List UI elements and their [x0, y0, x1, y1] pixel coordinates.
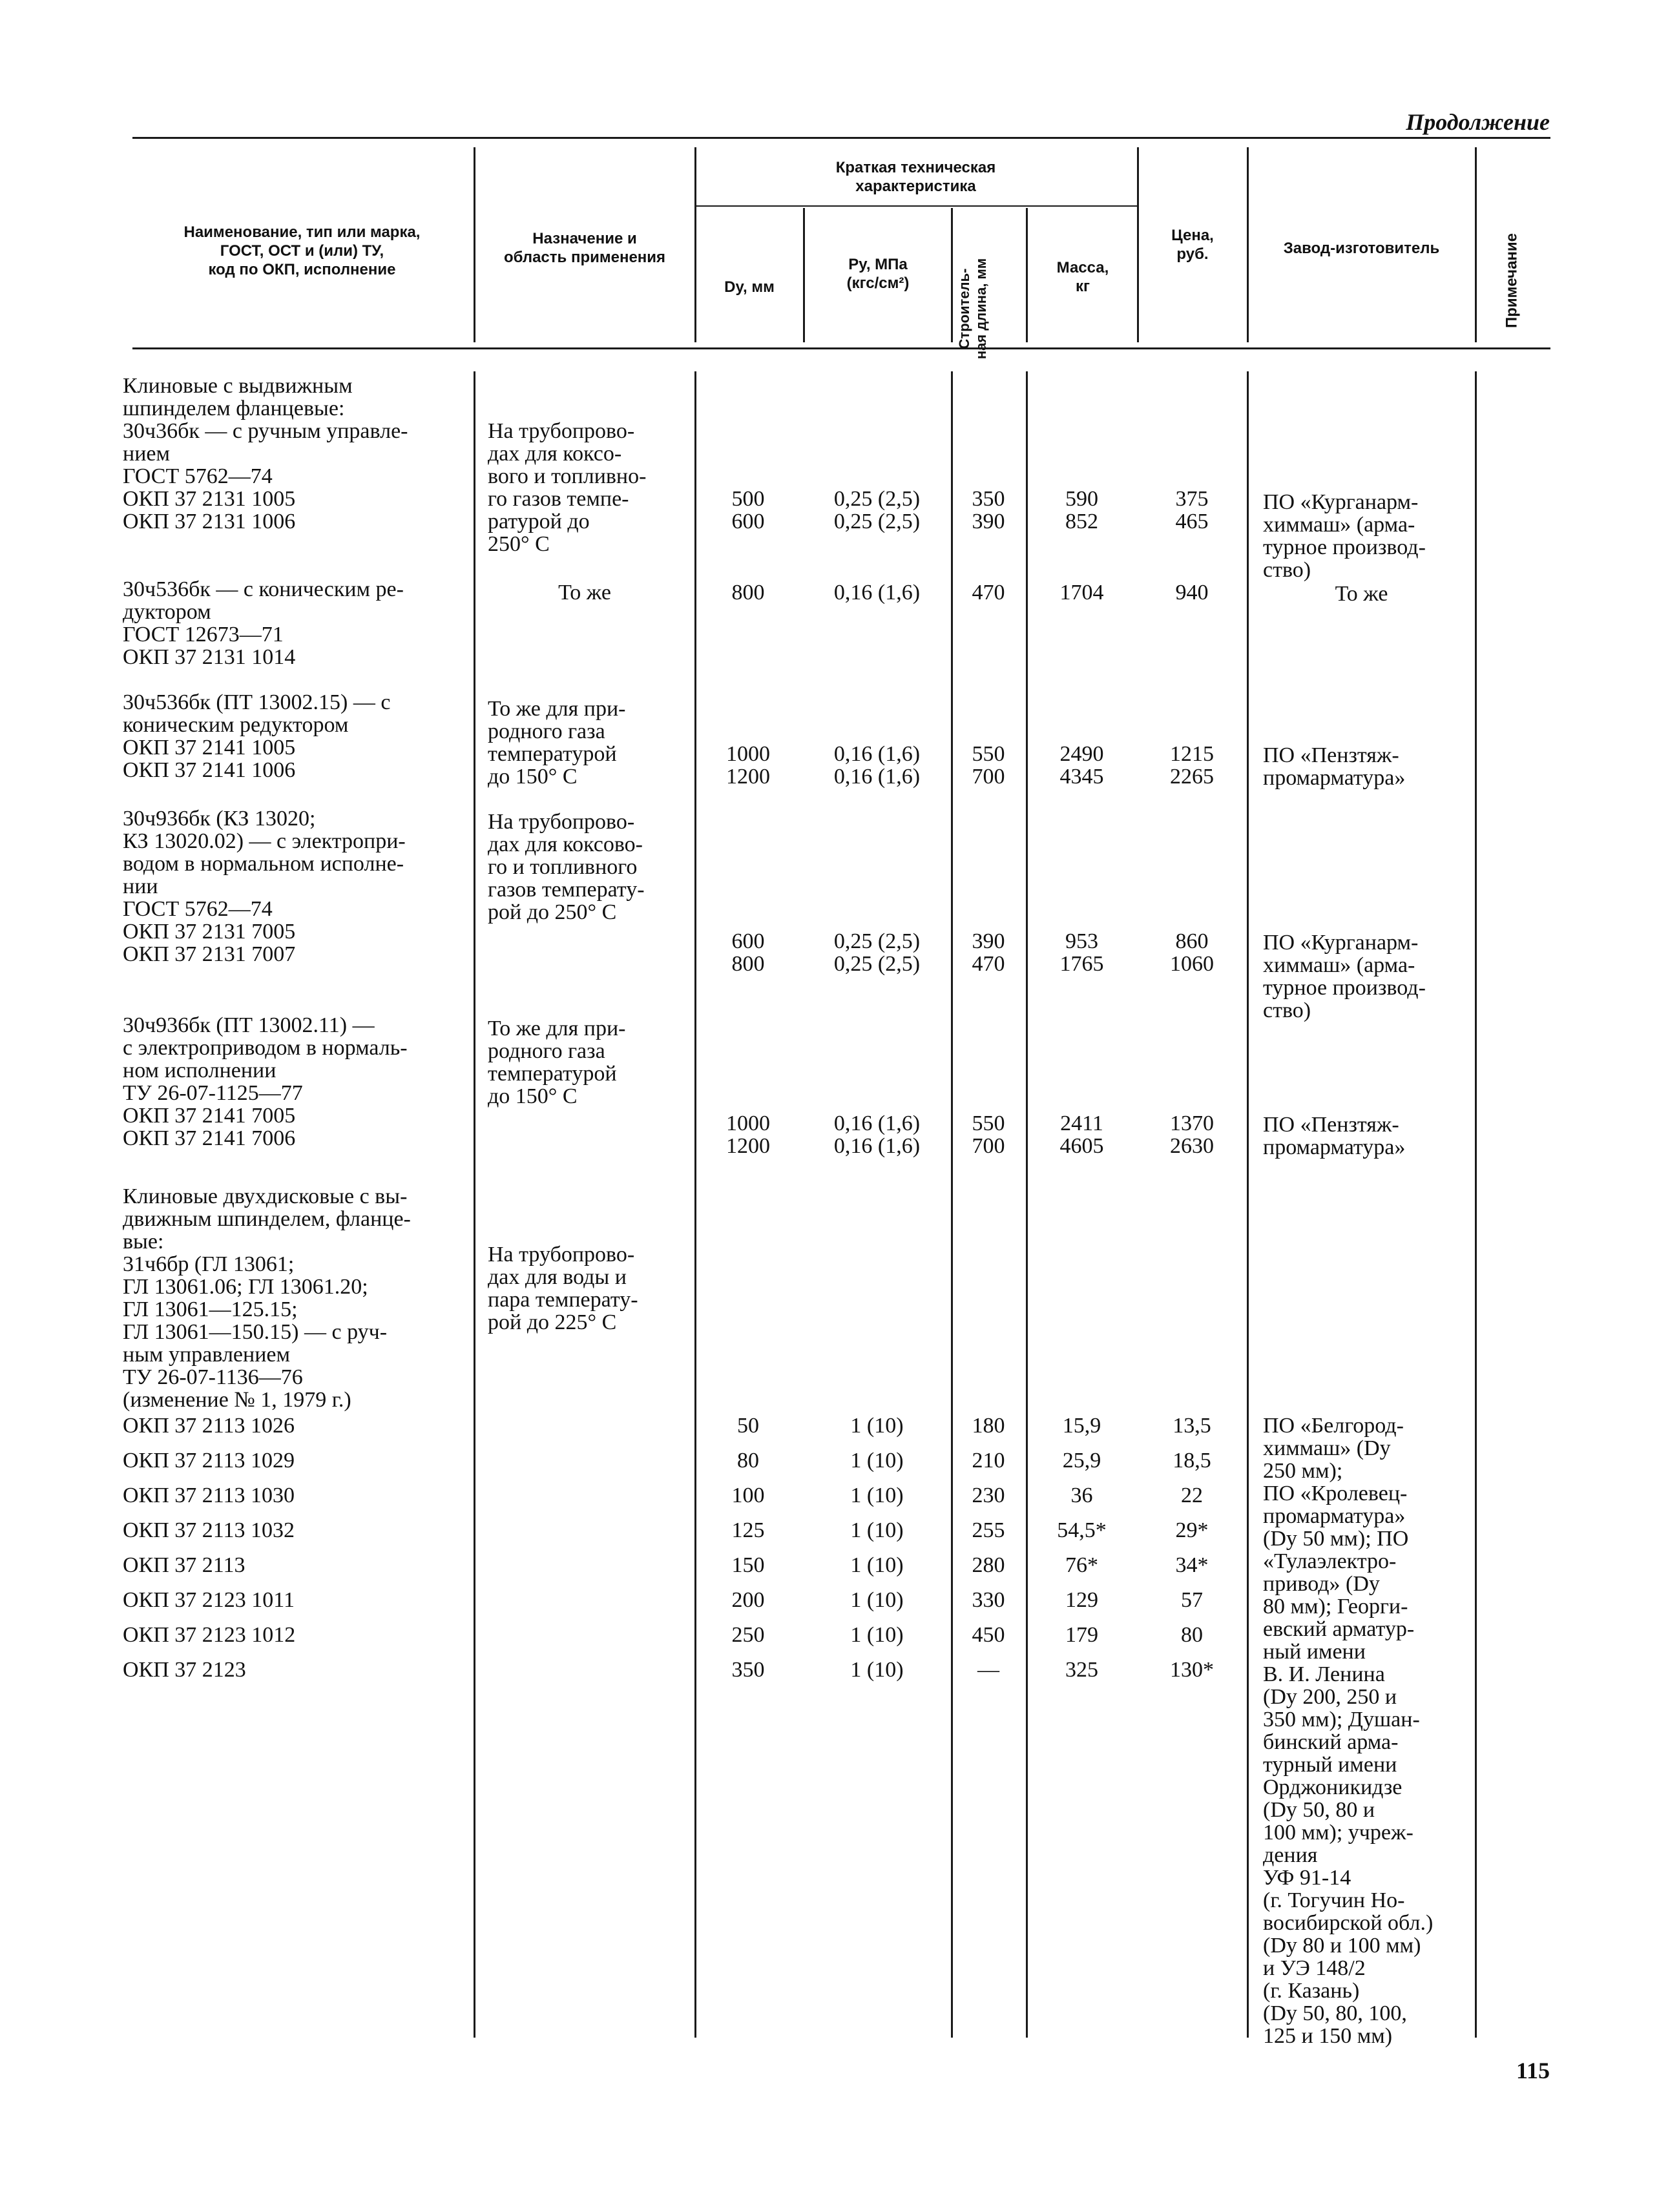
cell-dy: 800	[731, 581, 765, 605]
col-header-purpose: Назначение и область применения	[503, 230, 666, 266]
cell-price: 860 1060	[1170, 929, 1214, 976]
col-header-mass: Масса, кг	[1056, 259, 1109, 295]
cell-dy: 80	[737, 1449, 759, 1473]
item-name: 30ч536бк — с коническим ре- дуктором ГОСТ 12673—71 ОКП 37 2131 1014	[123, 577, 404, 669]
cell-py: 0,25 (2,5) 0,25 (2,5)	[833, 487, 921, 533]
col-divider	[803, 208, 805, 342]
continuation-label: Продолжение	[1406, 109, 1550, 135]
item-purpose: То же	[558, 581, 611, 605]
cell-price: 940	[1175, 581, 1209, 605]
col-divider	[1026, 208, 1028, 342]
cell-mass: 2411 4605	[1059, 1111, 1104, 1158]
cell-py: 1 (10)	[850, 1483, 904, 1507]
col-divider	[951, 371, 953, 2038]
cell-length: 550 700	[972, 1111, 1005, 1158]
item-name: Клиновые двухдисковые с вы- движным шпинделем, фланце- вые: 31ч6бр (ГЛ 13061; ГЛ 13061.06; ГЛ 13061.20; ГЛ 13061—125.15; ГЛ 13061—150.15) — с руч- ным управлением ТУ 26-07-1136—76 (изменение № 1, 1979 г.)	[123, 1184, 411, 1412]
cell-py: 0,16 (1,6) 0,16 (1,6)	[833, 1111, 921, 1158]
cell-mass: 129	[1065, 1588, 1098, 1612]
cell-okp: ОКП 37 2113 1026	[123, 1414, 295, 1438]
item-purpose: На трубопрово- дах для коксо- вого и топливно- го газов темпе- ратурой до 250° С	[488, 419, 647, 556]
cell-okp: ОКП 37 2113 1032	[123, 1518, 295, 1542]
cell-price: 375 465	[1175, 487, 1209, 533]
cell-okp: ОКП 37 2123	[123, 1658, 246, 1682]
cell-length: 390 470	[972, 929, 1005, 976]
cell-price: 13,5	[1173, 1414, 1211, 1438]
cell-manufacturer: ПО «Пензтяж- промарматура»	[1263, 743, 1406, 790]
cell-mass: 179	[1065, 1623, 1098, 1647]
cell-dy: 100	[731, 1483, 765, 1507]
cell-manufacturer: ПО «Курганарм- химмаш» (арма- турное производ- ство)	[1263, 931, 1426, 1022]
cell-okp: ОКП 37 2113 1030	[123, 1483, 295, 1507]
item-name: Клиновые с выдвижным шпинделем фланцевые: 30ч36бк — с ручным управле- нием ГОСТ 5762—74 ОКП 37 2131 1005 ОКП 37 2131 1006	[123, 374, 408, 533]
cell-mass: 590 852	[1065, 487, 1098, 533]
tech-subheader-rule	[694, 205, 1137, 207]
item-purpose: На трубопрово- дах для воды и пара температу- рой до 225° С	[488, 1243, 638, 1334]
cell-okp: ОКП 37 2113	[123, 1553, 245, 1577]
cell-py: 1 (10)	[850, 1553, 904, 1577]
cell-mass: 1704	[1059, 581, 1104, 605]
cell-price: 34*	[1175, 1553, 1209, 1577]
cell-length: 330	[972, 1588, 1005, 1612]
col-divider	[474, 371, 475, 2038]
cell-mass: 953 1765	[1059, 929, 1104, 976]
col-header-length: Строитель- ная длина, мм	[956, 258, 989, 360]
col-divider	[1026, 371, 1028, 2038]
col-header-manufacturer: Завод-изготовитель	[1283, 240, 1440, 257]
cell-mass: 76*	[1065, 1553, 1098, 1577]
item-purpose: То же для при- родного газа температурой до 150° С	[488, 1017, 626, 1108]
cell-py: 1 (10)	[850, 1588, 904, 1612]
item-name: 30ч936бк (КЗ 13020; КЗ 13020.02) — с электропри- водом в нормальном исполне- нии ГОСТ 5762—74 ОКП 37 2131 7005 ОКП 37 2131 7007	[123, 807, 406, 966]
cell-py: 1 (10)	[850, 1414, 904, 1438]
cell-okp: ОКП 37 2123 1012	[123, 1623, 296, 1647]
cell-manufacturer: То же	[1335, 582, 1388, 606]
cell-length: 550 700	[972, 742, 1005, 789]
cell-dy: 500 600	[731, 487, 765, 533]
cell-mass: 54,5*	[1057, 1518, 1107, 1542]
col-divider	[1475, 371, 1477, 2038]
cell-py: 1 (10)	[850, 1658, 904, 1682]
cell-mass: 25,9	[1062, 1449, 1101, 1473]
cell-manufacturer: ПО «Курганарм- химмаш» (арма- турное производ- ство)	[1263, 490, 1426, 582]
col-divider	[1137, 147, 1139, 342]
item-purpose: На трубопрово- дах для коксово- го и топливного газов температу- рой до 250° С	[488, 810, 645, 924]
cell-length: 280	[972, 1553, 1005, 1577]
col-header-note: Примечание	[1503, 233, 1521, 329]
cell-length: 210	[972, 1449, 1005, 1473]
cell-mass: 36	[1070, 1483, 1093, 1507]
cell-price: 22	[1181, 1483, 1203, 1507]
col-divider	[694, 371, 696, 2038]
col-divider	[951, 208, 953, 342]
cell-price: 1215 2265	[1170, 742, 1214, 789]
cell-length: 470	[972, 581, 1005, 605]
col-header-tech: Краткая техническая характеристика	[835, 159, 996, 195]
cell-length: 450	[972, 1623, 1005, 1647]
cell-mass: 2490 4345	[1059, 742, 1104, 789]
col-header-py: Py, МПа (кгс/см²)	[846, 256, 910, 292]
cell-dy: 250	[731, 1623, 765, 1647]
cell-manufacturer: ПО «Пензтяж- промарматура»	[1263, 1113, 1406, 1159]
cell-py: 0,25 (2,5) 0,25 (2,5)	[833, 929, 921, 976]
cell-length: 350 390	[972, 487, 1005, 533]
cell-dy: 600 800	[731, 929, 765, 976]
cell-py: 0,16 (1,6) 0,16 (1,6)	[833, 742, 921, 789]
cell-length: 255	[972, 1518, 1005, 1542]
cell-dy: 350	[731, 1658, 765, 1682]
item-name: 30ч536бк (ПТ 13002.15) — с коническим редуктором ОКП 37 2141 1005 ОКП 37 2141 1006	[123, 690, 391, 782]
cell-py: 1 (10)	[850, 1449, 904, 1473]
col-divider	[1247, 371, 1249, 2038]
cell-manufacturer: ПО «Белгород- химмаш» (Dy 250 мм); ПО «Кролевец- промарматура» (Dy 50 мм); ПО «Тулаэлектро- привод» (Dy 80 мм); Георги- евский арматур- ный имени В. И. Ленина (Dy 200, 250 и 350 мм); Душан- бинский арма- турный имени Орджоникидзе (Dy 50, 80 и 100 мм); учреж- дения УФ 91-14 (г. Тогучин Но- восибирской обл.) (Dy 80 и 100 мм) и УЭ 148/2 (г. Казань) (Dy 50, 80, 100, 125 и 150 мм)	[1263, 1414, 1434, 2048]
col-divider	[1247, 147, 1249, 342]
cell-price: 29*	[1175, 1518, 1209, 1542]
cell-price: 1370 2630	[1170, 1111, 1214, 1158]
col-divider	[474, 147, 475, 342]
cell-py: 1 (10)	[850, 1518, 904, 1542]
cell-dy: 1000 1200	[726, 1111, 770, 1158]
cell-price: 18,5	[1173, 1449, 1211, 1473]
cell-dy: 200	[731, 1588, 765, 1612]
cell-mass: 325	[1065, 1658, 1098, 1682]
cell-price: 80	[1181, 1623, 1203, 1647]
header-bottom-rule	[132, 347, 1550, 349]
cell-okp: ОКП 37 2113 1029	[123, 1449, 295, 1473]
cell-py: 0,16 (1,6)	[833, 581, 921, 605]
cell-dy: 50	[737, 1414, 759, 1438]
cell-dy: 1000 1200	[726, 742, 770, 789]
col-divider	[1475, 147, 1477, 342]
col-header-name: Наименование, тип или марка, ГОСТ, ОСТ и (или) ТУ, код по ОКП, исполнение	[183, 223, 421, 278]
cell-dy: 150	[731, 1553, 765, 1577]
col-header-dy: Dy, мм	[724, 278, 775, 296]
table-top-rule	[132, 137, 1550, 139]
cell-length: 180	[972, 1414, 1005, 1438]
item-name: 30ч936бк (ПТ 13002.11) — с электроприводом в нормаль- ном исполнении ТУ 26-07-1125—77 ОКП 37 2141 7005 ОКП 37 2141 7006	[123, 1013, 408, 1150]
cell-price: 57	[1181, 1588, 1203, 1612]
cell-length: —	[977, 1658, 999, 1682]
item-purpose: То же для при- родного газа температурой до 150° С	[488, 697, 626, 789]
cell-py: 1 (10)	[850, 1623, 904, 1647]
cell-okp: ОКП 37 2123 1011	[123, 1588, 295, 1612]
cell-dy: 125	[731, 1518, 765, 1542]
cell-price: 130*	[1170, 1658, 1214, 1682]
cell-mass: 15,9	[1062, 1414, 1101, 1438]
col-header-price: Цена, руб.	[1171, 227, 1214, 263]
page-number: 115	[1516, 2058, 1550, 2083]
col-divider	[694, 147, 696, 342]
cell-length: 230	[972, 1483, 1005, 1507]
